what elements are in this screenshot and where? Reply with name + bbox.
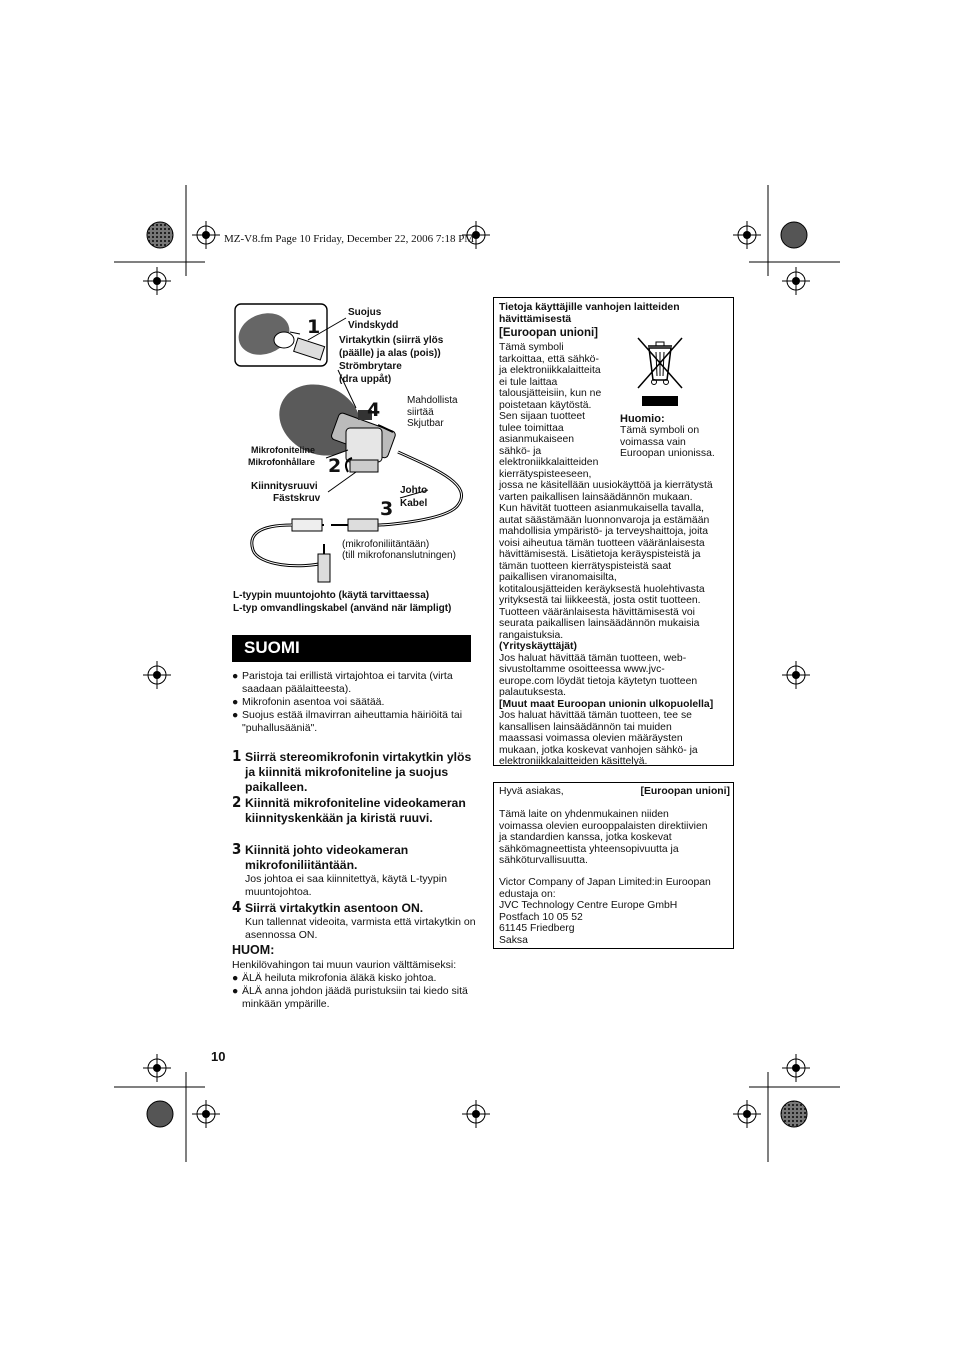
registration-mark-icon [782,1054,810,1082]
diagram-step-2: 2 [328,455,342,477]
eu-heading: [Euroopan unioni] [499,327,599,339]
muut-heading: [Muut maat Euroopan unionin ulkopuolella] [499,698,714,710]
label-till-mikrofon: (till mikrofonanslutningen) [342,550,456,561]
registration-mark-icon [192,221,220,249]
narrow-text: Tämä symboli tarkoittaa, että sähkö- ja elektroniikkalaitteita ei tule laittaa talousjätteisiin, kun ne poistetaan käytöstä. Sen sijaan tuotteet tulee toimittaa asianmukaiseen sähkö- ja elektroniikkalaitteiden kierrätyspisteeseen, [499,342,602,480]
list-item: ● ÄLÄ heiluta mikrofonia äläkä kisko johtoa. [232,972,437,984]
registration-mark-icon [782,661,810,689]
diagram-step-1: 1 [307,316,321,338]
file-header: MZ-V8.fm Page 10 Friday, December 22, 2006 7:18 PM [224,233,475,245]
label-fastskruv: Fästskruv [273,493,321,504]
label-johto: Johto [400,485,428,496]
registration-mark-icon [733,1100,761,1128]
registration-mark-icon [143,661,171,689]
label-virtakytkin: Virtakytkin (siirrä ylös [339,335,444,346]
step-1: 1 Siirrä stereomikrofonin virtakytkin ylös ja kiinnitä mikrofoniteline ja suojus paikalleen. [232,747,472,794]
sunburst-icon [147,1101,173,1127]
declaration-paragraph-1: Tämä laite on yhdenmukainen niiden voimassa olevien eurooppalaisten direktiivien ja standardien kanssa, jotka koskevat sähkömagneettista yhteensopivuutta ja sähköturvallisuutta. [499,809,708,866]
label-virtakytkin-2: (päälle) ja alas (pois)) [339,348,441,359]
label-ltyypin: L-tyypin muuntojohto (käytä tarvittaessa) [233,590,430,601]
label-vindskydd: Vindskydd [348,320,399,331]
huomio-title: Huomio: [620,413,665,425]
huom-section [232,959,477,1011]
crossed-bin-icon [634,336,686,408]
label-mikrofoniteline: Mikrofoniteline [251,445,316,455]
label-kiinnitysruuvi: Kiinnitysruuvi [251,481,318,492]
registration-mark-icon [192,1100,220,1128]
label-suojus: Suojus [348,307,382,318]
declaration-paragraph-2: Victor Company of Japan Limited:in Euroopan edustaja on: JVC Technology Centre Europe GmbH Postfach 10 05 52 61145 Friedberg Saksa [499,877,711,946]
list-item: ● ÄLÄ anna johdon jäädä puristuksiin tai kiedo sitä minkään ympärille. [232,985,468,1010]
huom-intro: Henkilövahingon tai muun vaurion välttämiseksi: [232,959,457,971]
label-ltyp: L-typ omvandlingskabel (använd när lämpligt) [233,603,452,614]
declaration-eu-heading: [Euroopan unioni] [640,786,730,797]
step-3: 3 Kiinnitä johto videokameran mikrofoniliitäntään. Jos johtoa ei saa kiinnitettyä, käytä L-tyypin muuntojohtoa. [232,840,447,898]
label-strombrytare: Strömbrytare [339,361,402,372]
label-skjutbar: Skjutbar [407,418,444,429]
step-4: 4 Siirrä virtakytkin asentoon ON. Kun tallennat videoita, varmista että virtakytkin on asennossa ON. [232,898,476,941]
label-dra-uppat: (dra uppåt) [339,374,392,385]
registration-mark-icon [143,1054,171,1082]
section-title-bar [232,635,471,662]
yritys-heading: (Yrityskäyttäjät) [499,641,577,652]
diagram-step-3: 3 [380,498,394,520]
list-item: ● Suojus estää ilmavirran aiheuttamia häiriöitä tai "puhallusääniä". [232,709,463,734]
registration-mark-icon [733,221,761,249]
registration-mark-icon [462,1100,490,1128]
sunburst-icon [781,222,807,248]
wide-text: jossa ne käsitellään uusiokäyttöä ja kierrätystä varten paikallisen lainsäädännön mukaan. Kun hävität tuotteen asianmukaisella tavalla, autat säästämään luonnonvaroja ja estämään mahdollisia ympäristö- ja terveyshaittoja, joita voisi aiheutua tämän tuotteen vääränlaisesta hävittämisestä. Lisätietoja keräyspisteistä ja tämän tuotteen kierrätyspisteistä saat paikallisen viranomaisilta, kotitalousjätteiden keräyksestä huolehtivasta yrityksestä tai liikkeestä, josta ostit tuotteen. Tuotteen vääränlaisesta hävittämisestä voi seurata paikallisen lainsäädännön mukaisia rangaistuksia. (Yrityskäyttäjät) Jos haluat hävittää tämän tuotteen, web- sivustoltamme osoitteessa www.jvc- europe.com löydät tietoja käytetyn tuotteen palautuksesta. [Muut maat Euroopan unionin ulkopuolella] Jos haluat hävittää tämän tuotteen, tee se kansallisen lainsäädännön tai muiden maassasi voimassa olevien määräysten mukaan, jotka koskevat vanhojen sähkö- ja elektroniikkalaitteiden käsittelyä. [499,480,733,768]
registration-mark-icon [782,267,810,295]
section-title: SUOMI [244,638,300,657]
step-2: 2 Kiinnitä mikrofoniteline videokameran kiinnityskenkään ja kiristä ruuvi. [232,793,466,825]
sunburst-icon [147,222,173,248]
sunburst-icon [781,1101,807,1127]
declaration-box [493,782,734,949]
label-mikrofoniliitantaan: (mikrofoniliitäntään) [342,539,430,550]
greeting: Hyvä asiakas, [499,786,564,797]
label-kabel: Kabel [400,498,428,509]
feature-list [232,670,472,735]
label-mikrofonhallare: Mikrofonhållare [248,457,316,467]
huom-title: HUOM: [232,943,275,957]
huomio-text: Tämä symboli on voimassa vain Euroopan unionissa. [620,425,715,459]
disposal-info-box [493,297,734,766]
page-number: 10 [211,1049,226,1064]
label-siirtaa: siirtää [407,407,434,418]
box-title: Tietoja käyttäjille vanhojen laitteiden hävittämisestä [499,302,680,325]
list-item: ● Mikrofonin asentoa voi säätää. [232,696,385,708]
list-item: ● Paristoja tai erillistä virtajohtoa ei tarvita (virta saadaan päälaitteesta). [232,670,453,695]
registration-mark-icon [143,267,171,295]
label-mahdollista: Mahdollista [407,395,458,406]
diagram-step-4: 4 [367,399,381,421]
